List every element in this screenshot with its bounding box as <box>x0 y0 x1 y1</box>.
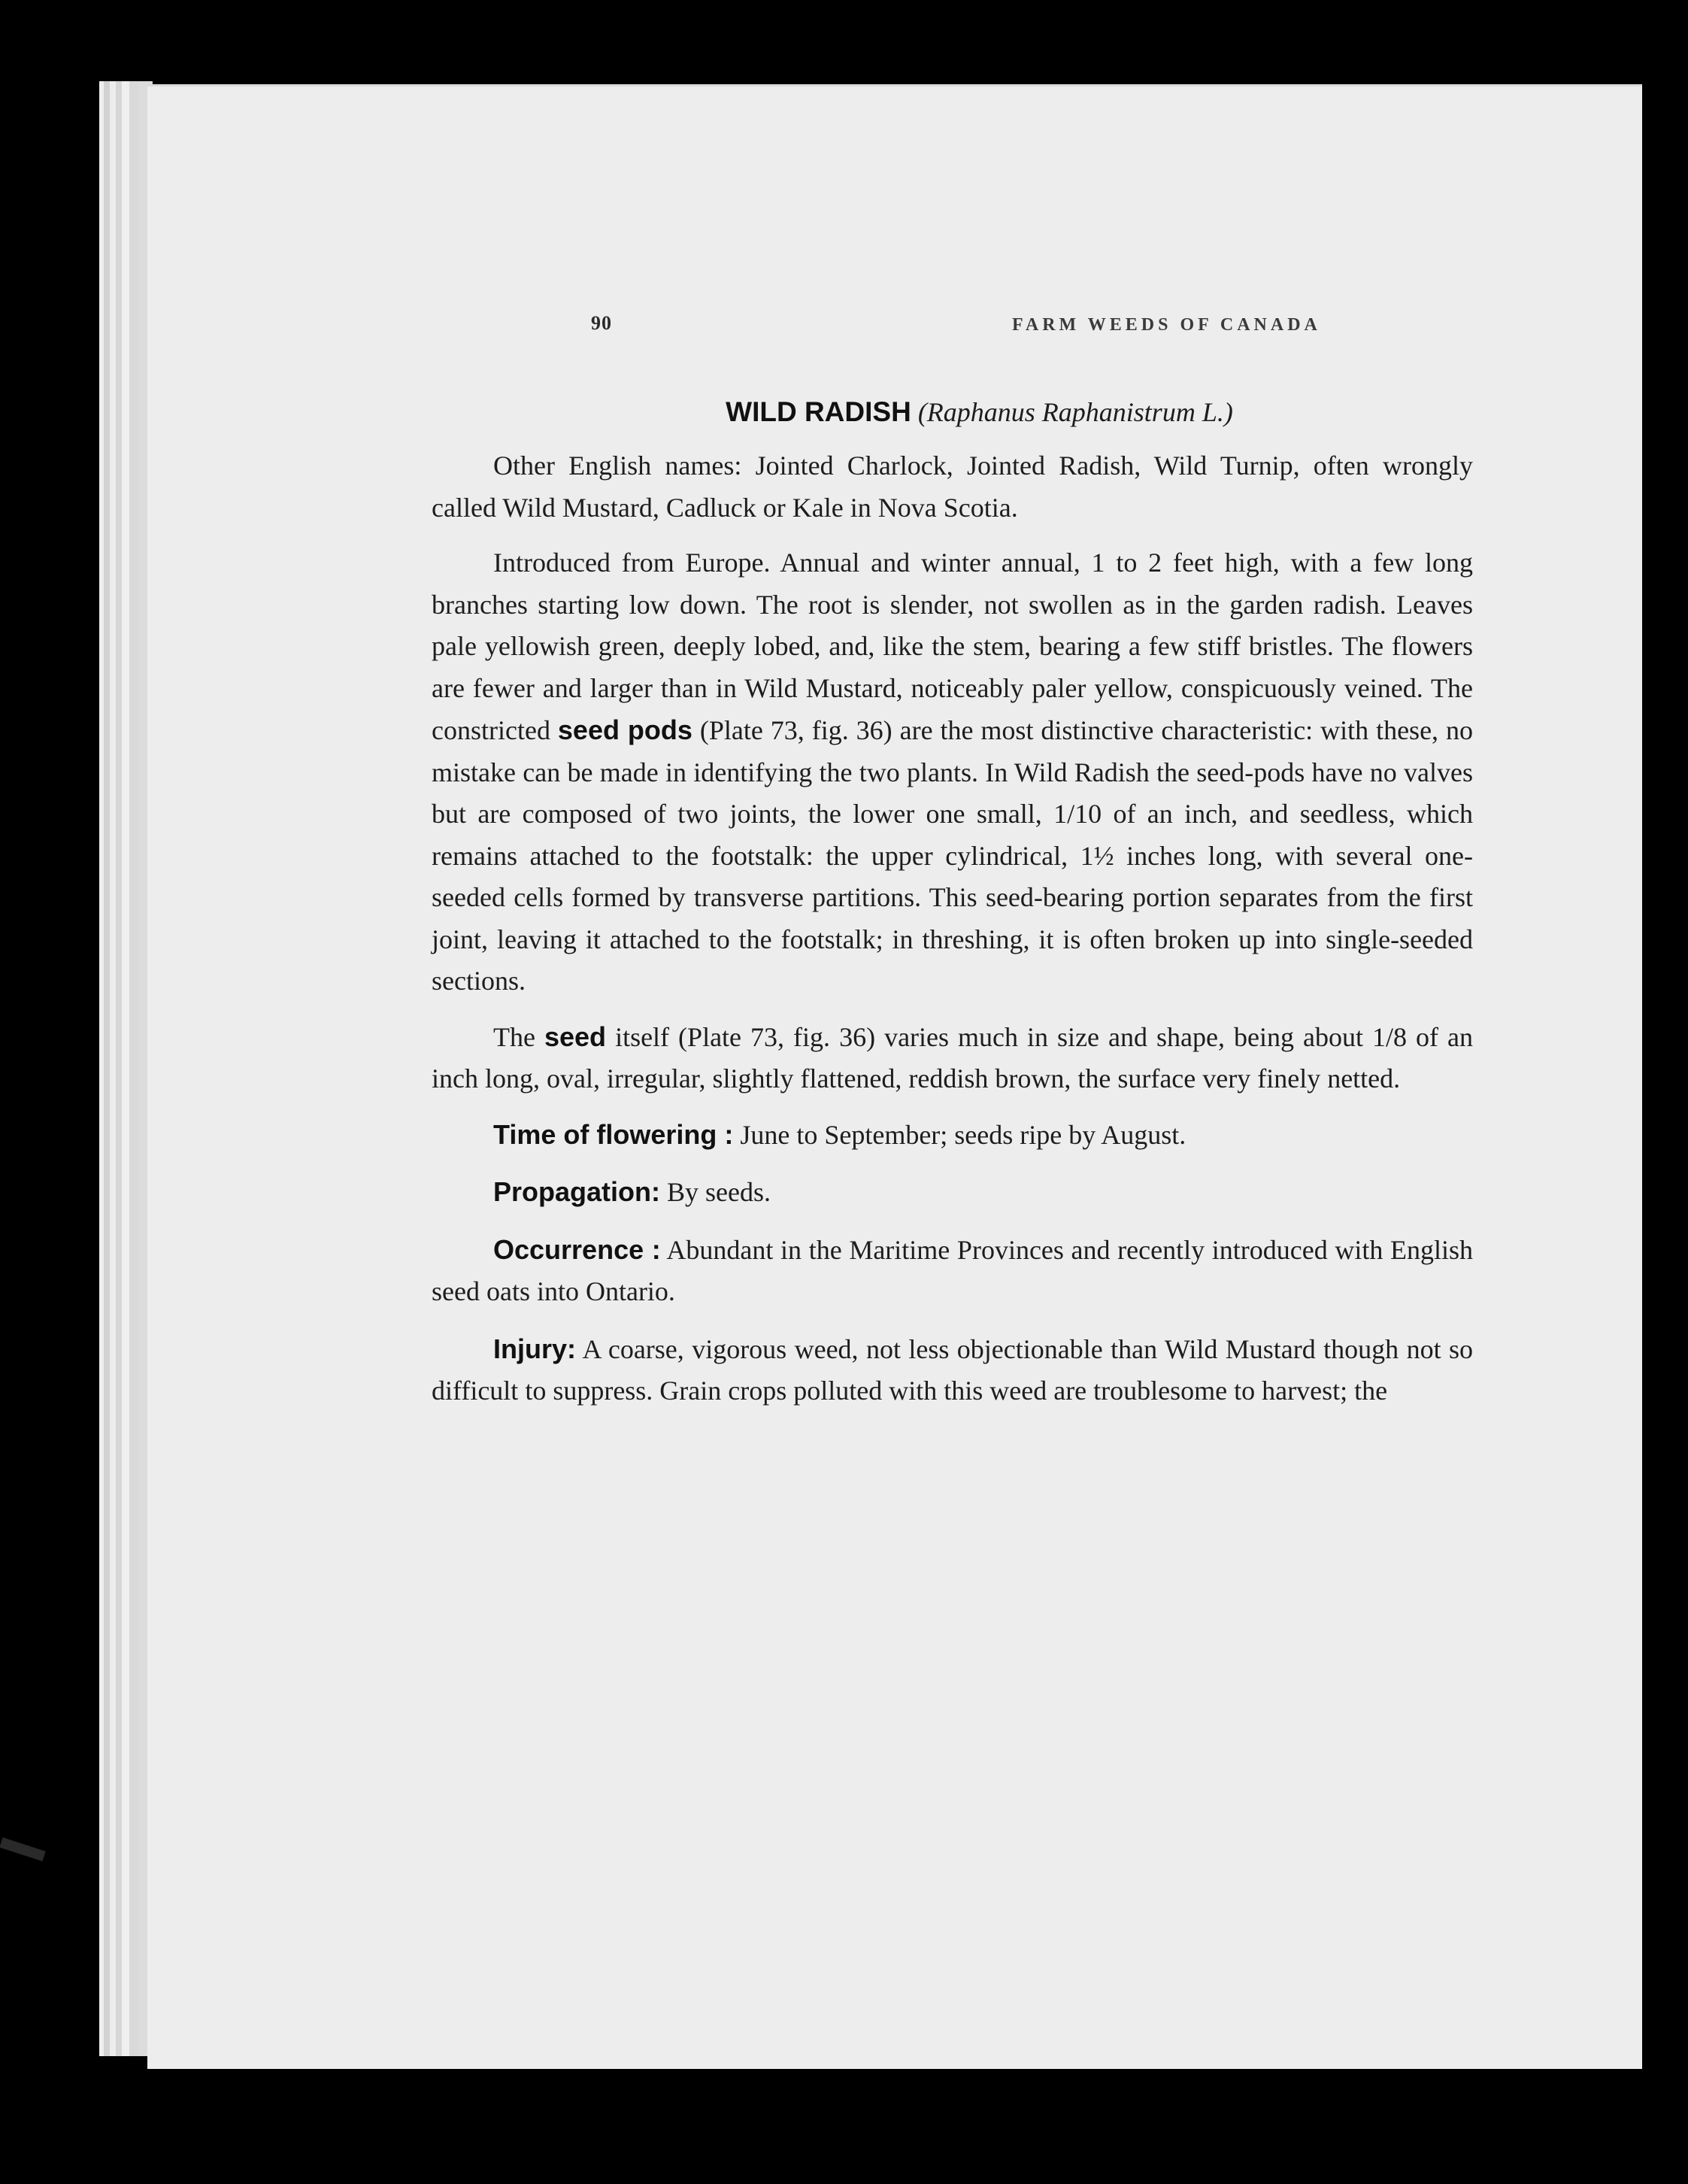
running-head <box>591 312 1484 357</box>
common-name: WILD RADISH <box>726 396 911 427</box>
seed-paragraph <box>432 1016 1473 1100</box>
propagation-paragraph <box>432 1171 1473 1214</box>
pod-length-fraction: 1½ <box>1080 840 1114 871</box>
flowering-label: Time of flowering : <box>493 1118 734 1150</box>
occurrence-text: Abundant in the Maritime Provinces and recently introduced with English seed oats into Ontario. <box>432 1234 1474 1306</box>
seed-term: seed <box>544 1021 607 1052</box>
description-paragraph <box>432 542 1473 1003</box>
scan-margin-mark <box>0 1837 46 1861</box>
description-text-b: (Plate 73, fig. 36) are the most distinctive characteristic: with these, no mistake can be made in identifying the two plants. In Wild Radish the seed-pods have no valves but are composed of two joints, the lower one small, 1/10 of an inch, and seedless, which remains attached to the footstalk: the upper cylindrical, <box>432 715 1473 871</box>
flowering-text: June to September; seeds ripe by August. <box>740 1119 1186 1150</box>
other-names-paragraph: Other English names: Jointed Charlock, Jointed Radish, Wild Turnip, often wrongly called Wild Mustard, Cadluck or Kale in Nova Scotia. <box>432 450 1473 523</box>
running-title: FARM WEEDS OF CANADA <box>1012 315 1321 335</box>
description-text-a: Introduced from Europe. Annual and winter annual, 1 to 2 feet high, with a few long branches starting low down. The root is slender, not swollen as in the garden radish. Leaves pale yellowish green, deeply lobed, and, like the stem, bearing a few stiff bristles. The flowers are fewer and larger than in Wild Mustard, noticeably paler yellow, conspicuously veined. The constricted <box>432 548 1473 745</box>
page-edges <box>99 81 153 2056</box>
injury-text: A coarse, vigorous weed, not less objectionable than Wild Mustard though not so difficult to suppress. Grain crops polluted with this weed are troublesome to harvest; the <box>432 1333 1473 1406</box>
seed-text-a: The <box>493 1021 535 1052</box>
injury-label: Injury: <box>493 1333 577 1364</box>
injury-paragraph <box>432 1328 1473 1412</box>
propagation-text: By seeds. <box>667 1177 771 1207</box>
seed-text-b: itself (Plate 73, fig. 36) varies much in size and shape, being about 1/8 of an inch long, oval, irregular, slightly flattened, reddish brown, the surface very finely netted. <box>432 1021 1473 1094</box>
occurrence-paragraph <box>432 1229 1473 1313</box>
entry-heading <box>432 391 1473 433</box>
page-number: 90 <box>591 312 612 334</box>
propagation-label: Propagation: <box>493 1176 660 1207</box>
flowering-paragraph <box>432 1114 1473 1157</box>
description-text-c: inches long, with several one-seeded cells formed by transverse partitions. This seed-bearing portion separates from the first joint, leaving it attached to the footstalk; in threshing, it is often broken up into single-seeded sections. <box>432 840 1474 996</box>
occurrence-label: Occurrence : <box>493 1233 661 1265</box>
scientific-name: (Raphanus Raphanistrum L.) <box>917 397 1233 427</box>
seed-pods-term: seed pods <box>557 714 692 745</box>
text-block <box>432 391 1473 1427</box>
